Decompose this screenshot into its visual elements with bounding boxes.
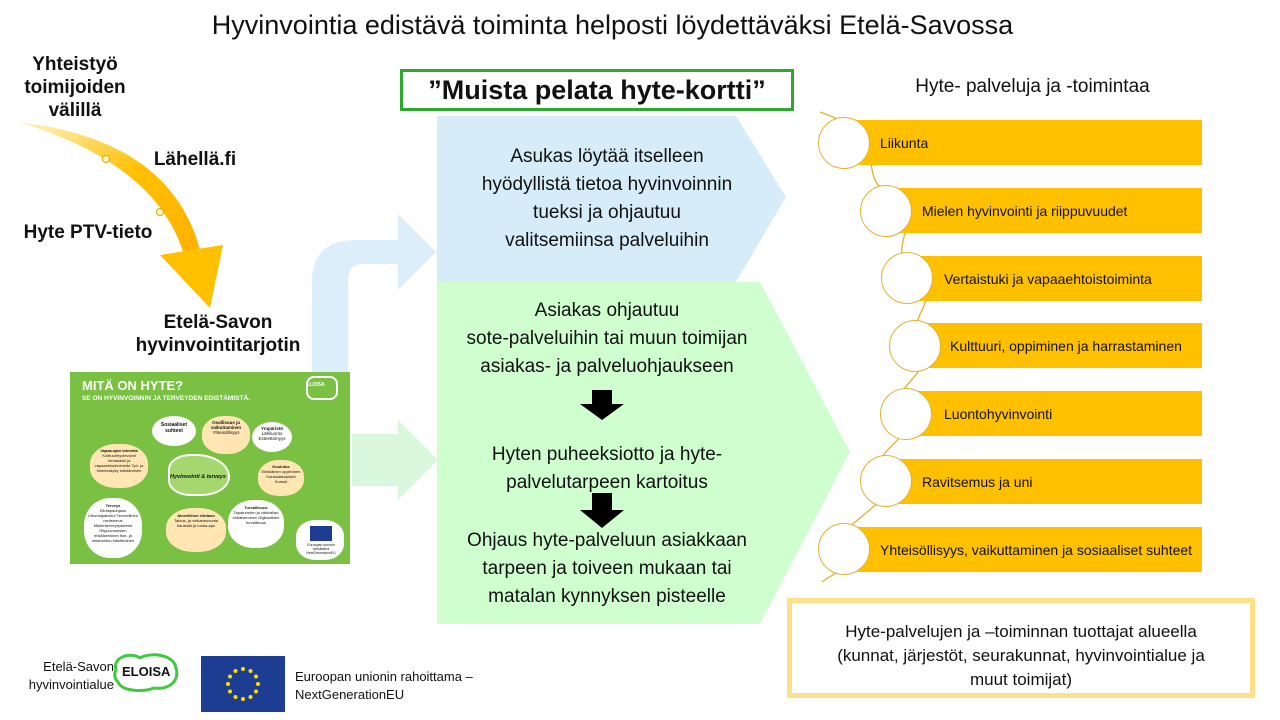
- service-label: Yhteisöllisyys, vaikuttaminen ja sosiaaliset suhteet: [880, 541, 1193, 558]
- service-item-luontohyvinvointi: [906, 391, 1202, 436]
- service-item-mielen-hyvinvointi: [888, 188, 1202, 233]
- hyte-ptv-label: Hyte PTV-tieto: [23, 222, 153, 243]
- page-title: Hyvinvointia edistävä toiminta helposti löydettäväksi Etelä-Savossa: [211, 10, 1014, 40]
- service-circle-icon: [881, 252, 933, 304]
- service-circle-icon: [818, 523, 870, 575]
- poster-bubble: Turvallisuus Tapaturmien ja väkivallan ehkäiseminen Digitaalinen turvallisuus: [228, 500, 284, 548]
- poster-bubble: Osallisuus ja vaikuttaminen Yhteisöllisyys: [202, 416, 250, 454]
- org-logo-text: Etelä-Savon hyvinvointialue: [28, 659, 114, 692]
- green-arrow: [352, 420, 438, 500]
- poster-bubble: Koulutus Elinikäinen oppiminen Kansalaisopistot Kurssit: [258, 460, 304, 496]
- green-step-2: Hyten puheeksiotto ja hyte- palvelutarpeen kartoitus: [491, 444, 723, 493]
- blue-chevron-text: Asukas löytää itselleen hyödyllistä tietoa hyvinvoinnin tueksi ja ohjautuu valitsemiinsa palveluihin: [481, 146, 733, 251]
- eu-flag-icon: [310, 526, 332, 541]
- poster-heading: MITÄ ON HYTE?: [82, 378, 184, 393]
- service-circle-icon: [889, 320, 941, 372]
- poster-logo-text: ELOISA: [306, 382, 325, 388]
- cooperation-label: Yhteistyö toimijoiden välillä: [24, 54, 126, 121]
- green-step-3: Ohjaus hyte-palveluun asiakkaan tarpeen ja toiveen mukaan tai matalan kynnyksen pisteelle: [467, 530, 747, 607]
- eloisa-logo-text: ELOISA: [122, 664, 171, 679]
- service-item-kulttuuri: [916, 323, 1202, 368]
- hyte-poster-image: [70, 372, 350, 564]
- service-label: Ravitsemus ja uni: [922, 473, 1033, 490]
- services-title: Hyte- palveluja ja -toimintaa: [915, 76, 1150, 97]
- poster-bubble: Terveys Elintapaohjaus Liikuntapalvelut Terveellinen ravitsemus Mielenterveyspalvelut Riippuvuuksien ehkäiseminen Itse- ja omahoidon edistäminen: [84, 498, 142, 558]
- poster-bubble: Ympäristö Lähiluonto Esteettömyys: [252, 422, 292, 452]
- service-item-vertaistuki: [908, 256, 1202, 301]
- service-item-yhteisollisyys: [846, 527, 1202, 572]
- service-label: Luontohyvinvointi: [944, 405, 1053, 422]
- service-label: Liikunta: [880, 134, 929, 151]
- eloisa-logo-icon: [306, 376, 338, 400]
- poster-subheading: SE ON HYVINVOINNIN JA TERVEYDEN EDISTÄMISTÄ.: [82, 395, 250, 402]
- service-circle-icon: [860, 185, 912, 237]
- eu-flag-icon: [201, 656, 285, 712]
- service-label: Kulttuuri, oppiminen ja harrastaminen: [950, 337, 1182, 354]
- service-label: Mielen hyvinvointi ja riippuvuudet: [922, 202, 1128, 219]
- service-label: Vertaistuki ja vapaaehtoistoiminta: [944, 270, 1152, 287]
- service-circle-icon: [880, 388, 932, 440]
- tarjotin-label: Etelä-Savon hyvinvointitarjotin: [135, 312, 301, 356]
- curved-arrow-head: [160, 245, 223, 308]
- green-step-1: Asiakas ohjautuu sote-palveluihin tai muun toimijan asiakas- ja palveluohjaukseen: [466, 300, 748, 377]
- service-circle-icon: [860, 455, 912, 507]
- poster-bubble: Vapaa-ajan toiminta Kulttuurihyvinvointi Vertaistuki ja vapaaehtoistoiminta Työ- ja toimintakyky edistäminen: [90, 444, 148, 488]
- service-circle-icon: [818, 117, 870, 169]
- lahella-label: Lähellä.fi: [153, 149, 237, 170]
- poster-eu-text: Euroopan unionin rahoittama NextGenerationEU: [306, 543, 336, 555]
- poster-center-text: Hyvinvointi & terveys: [170, 474, 226, 480]
- producers-box: Hyte-palvelujen ja –toiminnan tuottajat alueella (kunnat, järjestöt, seurakunnat, hyvinvointialue ja muut toimijat): [787, 598, 1255, 698]
- poster-bubble: Aineellinen elintaso Talous- ja velkaneuvonta Asustuki ja ruoka-apu: [166, 508, 226, 552]
- hyte-card-label: ”Muista pelata hyte-kortti”: [400, 69, 794, 111]
- service-item-ravitsemus: [888, 459, 1202, 504]
- service-item-liikunta: [846, 120, 1202, 165]
- poster-bubble: Sosiaaliset suhteet: [152, 416, 196, 446]
- eu-funding-text: Euroopan unionin rahoittama – NextGenerationEU: [295, 669, 473, 702]
